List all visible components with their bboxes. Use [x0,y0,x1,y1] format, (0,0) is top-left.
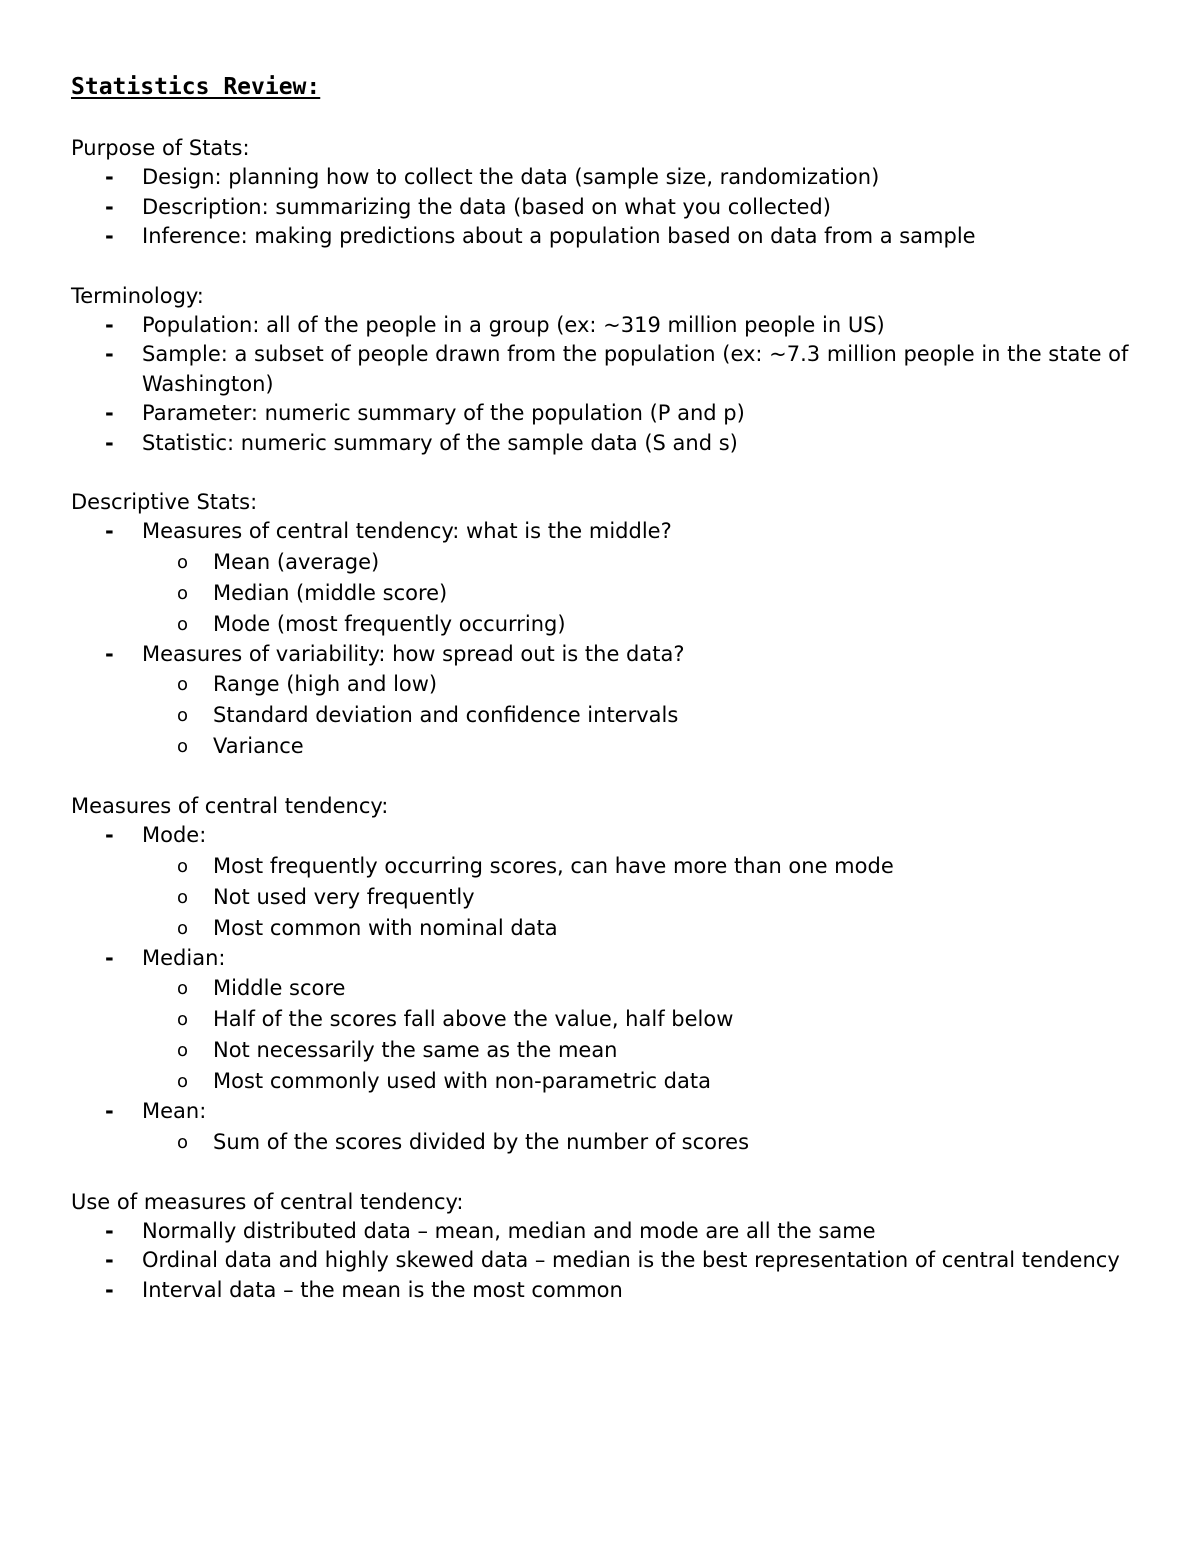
section [71,1188,1141,1306]
list-item [71,193,1141,223]
list-item-text: Interval data – the mean is the most common [142,1277,623,1302]
dash-bullet-icon: - [105,194,114,219]
dash-bullet-icon: - [105,430,114,455]
sub-list-item [71,851,1141,882]
section [71,134,1141,252]
circle-bullet-icon: o [177,613,189,635]
section-heading: Purpose of Stats: [71,136,250,160]
list-item-text: Description: summarizing the data (based on what you collected) [142,194,831,219]
document-body [71,134,1141,1305]
section [71,792,1141,1158]
section [71,488,1141,762]
list-item-text: Median (middle score) [213,580,448,605]
list-item-text: Most frequently occurring scores, can have more than one mode [213,853,894,878]
list-item [71,944,1141,974]
list-item-text: Sum of the scores divided by the number of scores [213,1129,750,1154]
list-item-text: Not necessarily the same as the mean [213,1038,618,1062]
circle-bullet-icon: o [177,705,189,726]
circle-bullet-icon: o [177,1040,189,1061]
list-item [71,1276,1141,1306]
section-heading: Measures of central tendency: [71,794,389,818]
list-item [71,340,1141,399]
dash-bullet-icon: - [105,401,114,425]
dash-bullet-icon: - [105,1099,114,1123]
sub-list-item [71,700,1141,731]
dash-bullet-icon: - [105,165,114,189]
list-item-text: Statistic: numeric summary of the sample data (S and s) [142,430,738,455]
dash-bullet-icon: - [105,1248,114,1272]
dash-bullet-icon: - [105,641,114,666]
circle-bullet-icon: o [177,978,189,999]
list-item-text: Not used very frequently [213,884,475,909]
sub-list-item [71,609,1141,640]
list-item-text: Parameter: numeric summary of the population (P and p) [142,401,745,425]
section-heading: Use of measures of central tendency: [71,1189,464,1214]
list-item [71,821,1141,851]
list-item [71,399,1141,429]
list-item [71,222,1141,252]
list-item [71,311,1141,341]
sub-list-item [71,1066,1141,1097]
list-item [71,1097,1141,1127]
circle-bullet-icon: o [177,886,189,908]
sub-list-item [71,578,1141,609]
section [71,282,1141,459]
sub-list-item [71,973,1141,1004]
bullet-list [71,311,1141,459]
list-item-text: Half of the scores fall above the value, half below [213,1007,734,1031]
bullet-list [71,1217,1141,1306]
list-item-text: Population: all of the people in a group (ex: ~319 million people in US) [142,312,885,337]
sub-list-item [71,913,1141,944]
list-item-text: Median: [142,945,226,970]
list-item [71,640,1141,670]
dash-bullet-icon: - [105,945,114,970]
sub-list-item [71,669,1141,700]
list-item [71,163,1141,193]
list-item-text: Design: planning how to collect the data (sample size, randomization) [142,165,880,189]
sub-list-item [71,882,1141,913]
circle-bullet-icon: o [177,1009,189,1030]
circle-bullet-icon: o [177,1071,189,1092]
list-item-text: Measures of variability: how spread out is the data? [142,641,685,666]
list-item [71,1217,1141,1247]
dash-bullet-icon: - [105,1218,114,1243]
document-title: Statistics Review: [71,74,321,100]
dash-bullet-icon: - [105,312,114,337]
list-item-text: Sample: a subset of people drawn from the population (ex: ~7.3 million people in the state of Washington) [142,342,1129,396]
sub-list-item [71,1035,1141,1066]
list-item-text: Inference: making predictions about a population based on data from a sample [142,224,976,248]
list-item-text: Middle score [213,976,346,1000]
section-heading: Terminology: [71,283,204,308]
sub-list-item [71,1127,1141,1158]
circle-bullet-icon: o [177,551,189,573]
circle-bullet-icon: o [177,736,189,757]
list-item [71,517,1141,547]
circle-bullet-icon: o [177,582,189,604]
bullet-list [71,517,1141,762]
sub-list-item [71,1004,1141,1035]
document-page [71,70,1141,1335]
sub-list-item [71,731,1141,762]
list-item-text: Mean (average) [213,549,380,574]
list-item-text: Mean: [142,1099,207,1123]
list-item-text: Mode (most frequently occurring) [213,611,566,636]
list-item-text: Standard deviation and confidence intervals [213,703,679,727]
dash-bullet-icon: - [105,1277,114,1302]
section-heading: Descriptive Stats: [71,490,258,514]
list-item-text: Most common with nominal data [213,915,558,940]
list-item-text: Most commonly used with non-parametric data [213,1069,711,1093]
dash-bullet-icon: - [105,342,114,366]
list-item-text: Normally distributed data – mean, median and mode are all the same [142,1218,876,1243]
circle-bullet-icon: o [177,1131,189,1153]
list-item-text: Measures of central tendency: what is the middle? [142,519,672,543]
dash-bullet-icon: - [105,519,114,543]
dash-bullet-icon: - [105,823,114,847]
circle-bullet-icon: o [177,855,189,877]
list-item-text: Ordinal data and highly skewed data – median is the best representation of central tendency [142,1248,1120,1272]
circle-bullet-icon: o [177,674,189,695]
bullet-list [71,821,1141,1158]
sub-list-item [71,547,1141,578]
dash-bullet-icon: - [105,224,114,248]
bullet-list [71,163,1141,252]
list-item [71,429,1141,459]
list-item-text: Variance [213,734,304,758]
list-item-text: Mode: [142,823,207,847]
circle-bullet-icon: o [177,917,189,939]
list-item-text: Range (high and low) [213,672,438,696]
list-item [71,1246,1141,1276]
